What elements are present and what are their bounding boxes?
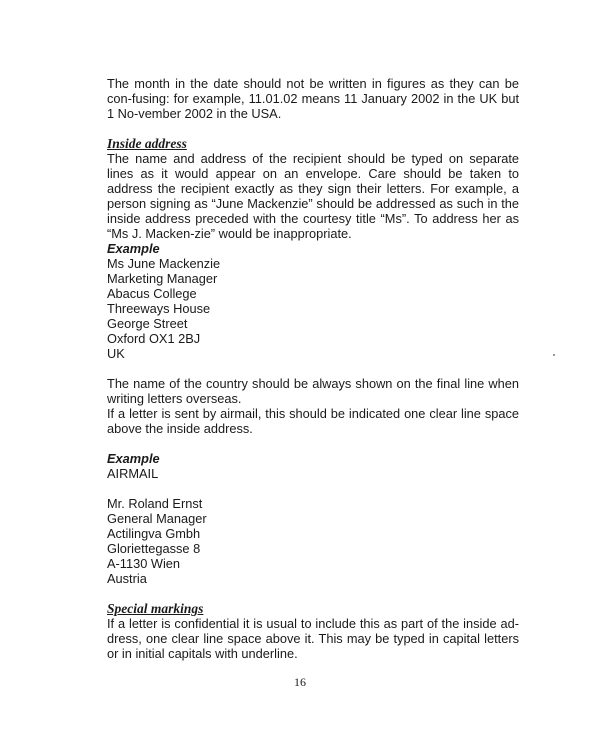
country-note-paragraph: The name of the country should be always shown on the final line when writing letters overseas. (107, 376, 519, 406)
inside-address-paragraph: The name and address of the recipient should be typed on separate lines as it would appear on an envelope. Care should be taken to address the recipient exactly as they sign their letters. For example, a person signing as “June Mackenzie” should be addressed as such in the inside address preceded with the courtesy title “Ms”. To address her as “Ms J. Macken-zie” would be inappropriate. (107, 151, 519, 241)
address-line: Actilingva Gmbh (107, 526, 201, 541)
example-address-block (107, 256, 519, 361)
page-number: 16 (294, 675, 306, 689)
spacer (107, 586, 519, 601)
spacer (107, 436, 519, 451)
address-line: Mr. Roland Ernst (107, 496, 203, 511)
example-label: Example (107, 451, 160, 466)
airmail-address-block (107, 496, 519, 586)
address-line: General Manager (107, 511, 207, 526)
address-line: Threeways House (107, 301, 211, 316)
address-line: Marketing Manager (107, 271, 218, 286)
address-line: Abacus College (107, 286, 197, 301)
special-markings-paragraph: If a letter is confidential it is usual to include this as part of the inside ad-dress, one clear line space above it. This may be typed in capital letters or in initial capitals with underline. (107, 616, 519, 661)
address-line: Oxford OX1 2BJ (107, 331, 201, 346)
airmail-marking: AIRMAIL (107, 466, 159, 481)
spacer (107, 361, 519, 376)
document-page (107, 76, 519, 661)
airmail-note-paragraph: If a letter is sent by airmail, this should be indicated one clear line space above the inside address. (107, 406, 519, 436)
address-line: Ms June Mackenzie (107, 256, 221, 271)
address-line: A-1130 Wien (107, 556, 181, 571)
spacer (107, 481, 519, 496)
special-markings-heading: Special markings (107, 601, 204, 616)
address-line: Austria (107, 571, 147, 586)
inside-address-heading: Inside address (107, 136, 187, 151)
spacer (107, 121, 519, 136)
example-label: Example (107, 241, 160, 256)
address-line: UK (107, 346, 125, 361)
address-line: Gloriettegasse 8 (107, 541, 201, 556)
scan-speck (553, 354, 555, 356)
address-line: George Street (107, 316, 188, 331)
intro-paragraph: The month in the date should not be written in figures as they can be con-fusing: for example, 11.01.02 means 11 January 2002 in the UK but 1 No-vember 2002 in the USA. (107, 76, 519, 121)
